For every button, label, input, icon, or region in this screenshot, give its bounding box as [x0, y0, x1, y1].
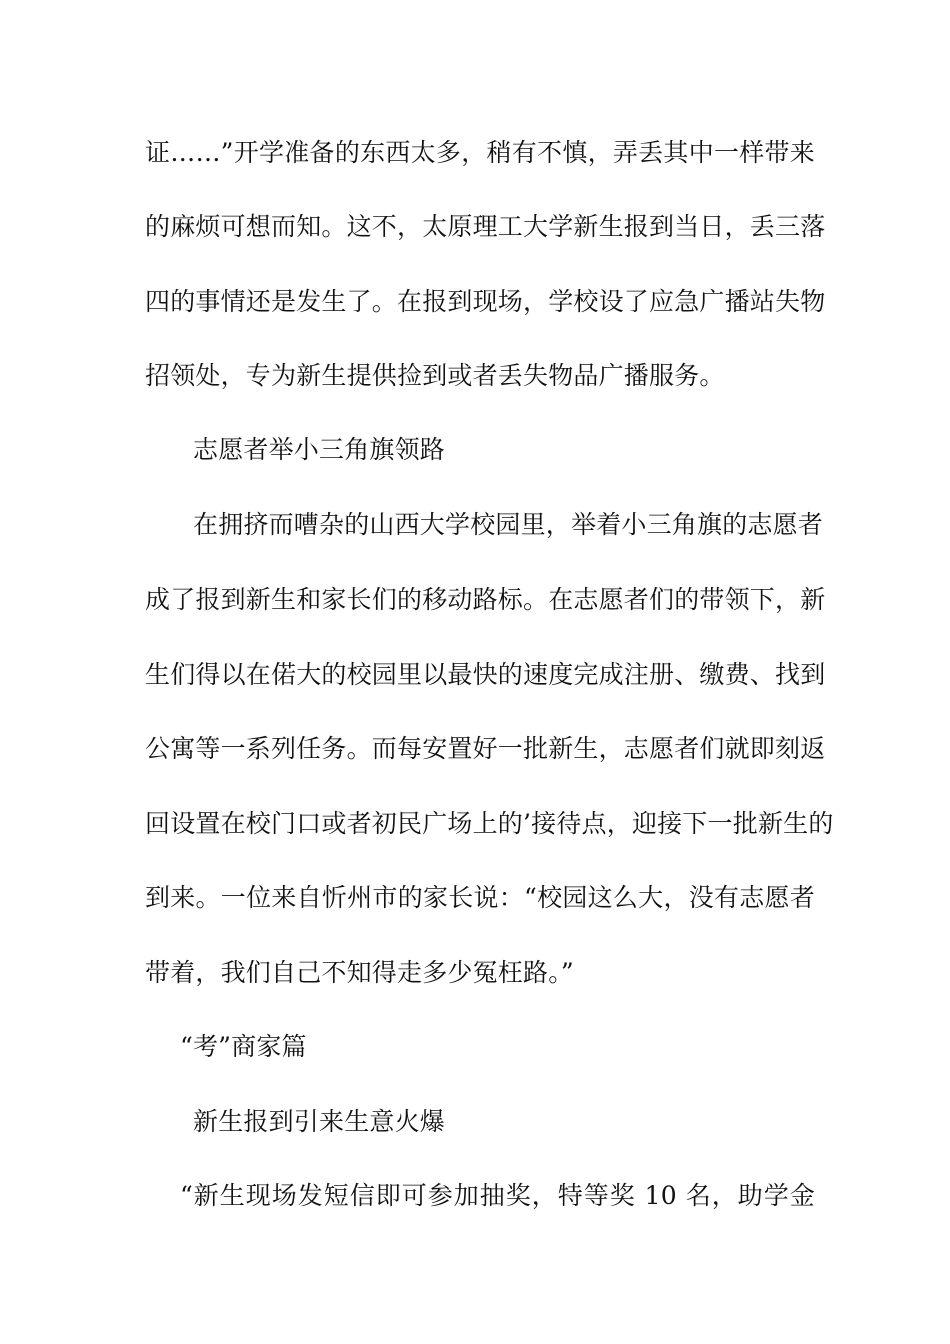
section-heading: 志愿者举小三角旗领路 [193, 435, 446, 464]
section-heading: 新生报到引来生意火爆 [193, 1107, 446, 1136]
paragraph-line: 的麻烦可想而知。这不，太原理工大学新生报到当日，丢三落 [145, 212, 826, 241]
paragraph-line: 成了报到新生和家长们的移动路标。在志愿者们的带领下，新 [145, 585, 826, 614]
paragraph-line: 带着，我们自己不知得走多少冤枉路。” [145, 958, 574, 987]
paragraph-line: 招领处，专为新生提供捡到或者丢失物品广播服务。 [145, 361, 725, 390]
paragraph-line: 四的事情还是发生了。在报到现场，学校设了应急广播站失物 [145, 287, 826, 316]
paragraph-line: 证……”开学准备的东西太多，稍有不慎，弄丢其中一样带来 [145, 138, 815, 167]
paragraph-line: 生们得以在偌大的校园里以最快的速度完成注册、缴费、找到 [145, 660, 826, 689]
paragraph-line: “新生现场发短信即可参加抽奖，特等奖 10 名，助学金 [180, 1181, 815, 1210]
paragraph-line: 在拥挤而嘈杂的山西大学校园里，举着小三角旗的志愿者 [193, 510, 824, 539]
section-heading: “考”商家篇 [180, 1032, 307, 1061]
paragraph-line: 到来。一位来自忻州市的家长说：“校园这么大，没有志愿者 [145, 883, 815, 912]
paragraph-line: 回设置在校门口或者初民广场上的’接待点，迎接下一批新生的 [145, 809, 834, 838]
paragraph-line: 公寓等一系列任务。而每安置好一批新生，志愿者们就即刻返 [145, 734, 826, 763]
